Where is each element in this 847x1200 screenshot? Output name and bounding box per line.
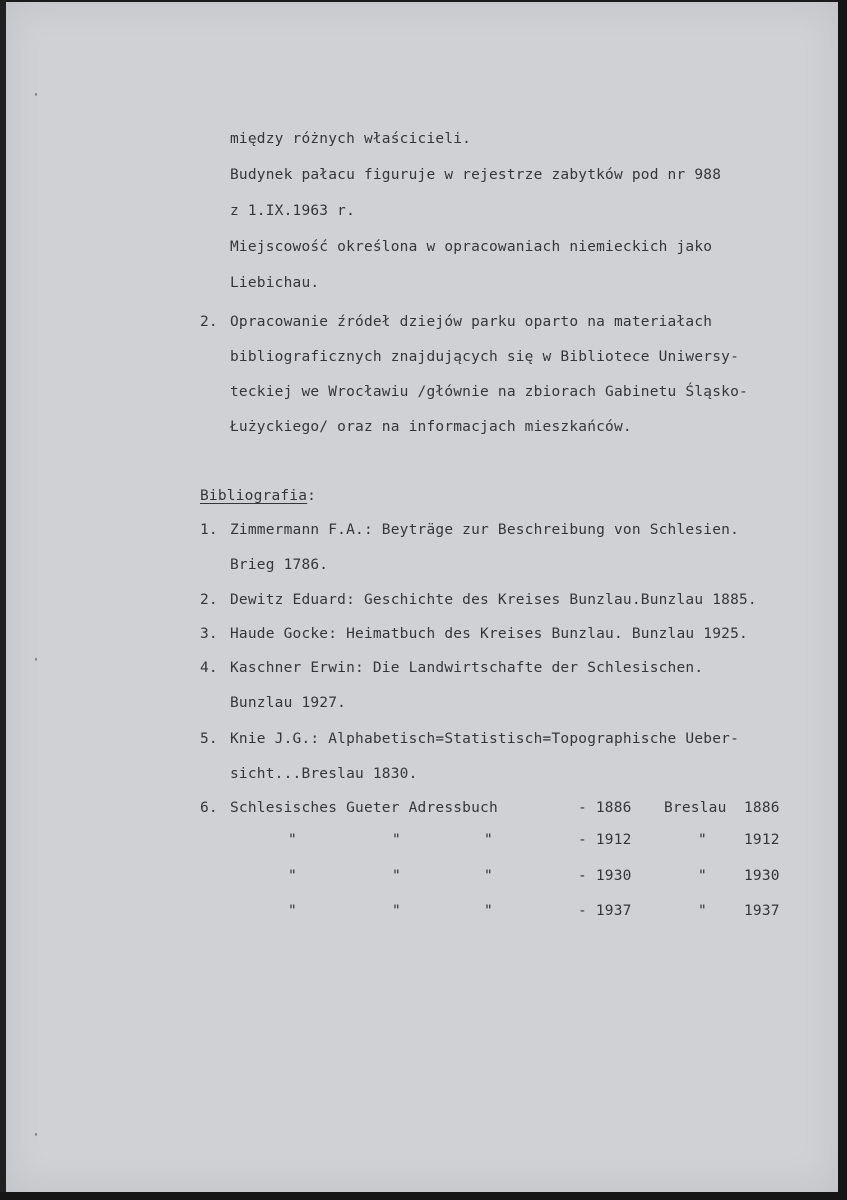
entry-number: 1. (200, 522, 218, 538)
ditto-mark: " (392, 832, 401, 848)
ditto-mark: " (288, 868, 297, 884)
year-range: - 1930 (578, 868, 632, 884)
text-line: Budynek pałacu figuruje w rejestrze zabytków pod nr 988 (230, 167, 722, 183)
city: Breslau (664, 800, 727, 816)
ditto-mark: " (484, 903, 493, 919)
entry-line: Zimmermann F.A.: Beyträge zur Beschreibung von Schlesien. (230, 522, 739, 538)
year: 1886 (744, 800, 780, 816)
entry-line: Brieg 1786. (230, 557, 329, 573)
text-line: Łużyckiego/ oraz na informacjach mieszkańców. (230, 419, 632, 435)
scan-border-bottom (0, 1192, 847, 1200)
text-line: Opracowanie źródeł dziejów parku oparto na materiałach (230, 314, 713, 330)
year: 1937 (744, 903, 780, 919)
note-number: 2. (200, 314, 218, 330)
text-line: między różnych właścicieli. (230, 131, 472, 147)
text-line: bibliograficznych znajdujących się w Bibliotece Uniwersy- (230, 349, 739, 365)
punch-mark-bottom: ' (33, 1132, 40, 1143)
entry-line: Haude Gocke: Heimatbuch des Kreises Bunzlau. Bunzlau 1925. (230, 626, 748, 642)
bibliography-heading: Bibliografia: (200, 488, 317, 504)
entry-line: Bunzlau 1927. (230, 695, 347, 711)
ditto-mark: " (392, 903, 401, 919)
ditto-mark: " (288, 832, 297, 848)
year-range: - 1912 (578, 832, 632, 848)
punch-mark-middle: ' (33, 657, 40, 668)
entry-number: 5. (200, 731, 218, 747)
entry-line: Kaschner Erwin: Die Landwirtschafte der Schlesischen. (230, 660, 704, 676)
entry-number: 4. (200, 660, 218, 676)
text-line: z 1.IX.1963 r. (230, 203, 356, 219)
ditto-mark: " (484, 868, 493, 884)
scan-border-right (838, 0, 847, 1200)
entry-number: 2. (200, 592, 218, 608)
ditto-mark: " (484, 832, 493, 848)
ditto-mark: " (392, 868, 401, 884)
entry-line: Knie J.G.: Alphabetisch=Statistisch=Topographische Ueber- (230, 731, 739, 747)
punch-mark-top: ' (33, 92, 40, 103)
text-line: Liebichau. (230, 275, 320, 291)
city: " (698, 903, 707, 919)
year: 1912 (744, 832, 780, 848)
entry-number: 3. (200, 626, 218, 642)
year-range: - 1886 (578, 800, 632, 816)
text-line: Miejscowość określona w opracowaniach niemieckich jako (230, 239, 713, 255)
entry-line: sicht...Breslau 1830. (230, 766, 418, 782)
year-range: - 1937 (578, 903, 632, 919)
ditto-mark: " (288, 903, 297, 919)
entry-number: 6. (200, 800, 218, 816)
city: " (698, 868, 707, 884)
city: " (698, 832, 707, 848)
year: 1930 (744, 868, 780, 884)
entry-line: Dewitz Eduard: Geschichte des Kreises Bunzlau.Bunzlau 1885. (230, 592, 757, 608)
entry-title: Schlesisches Gueter Adressbuch (230, 800, 498, 816)
text-line: teckiej we Wrocławiu /głównie na zbiorach Gabinetu Śląsko- (230, 384, 748, 400)
